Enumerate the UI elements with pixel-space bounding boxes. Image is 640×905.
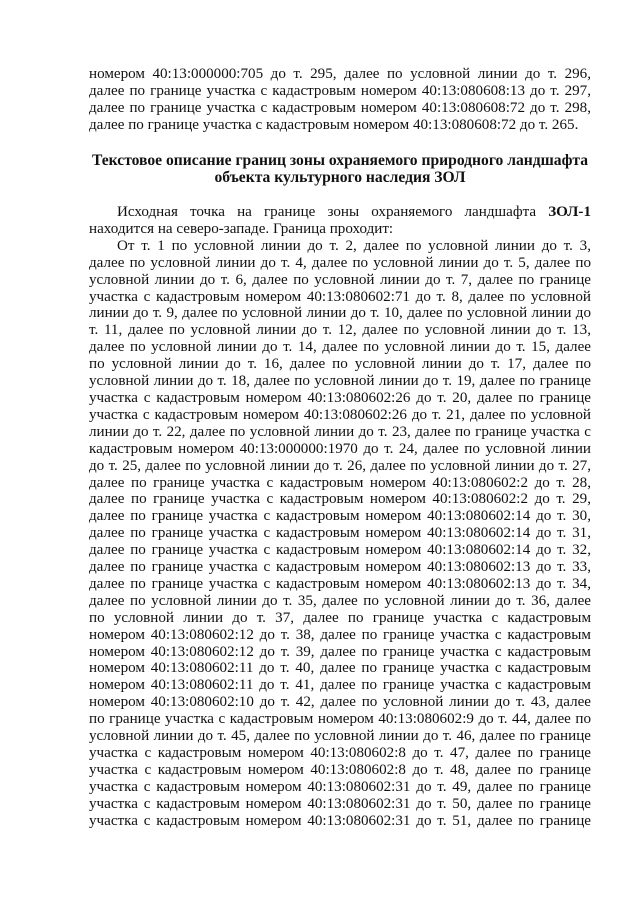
text-line: т. 11, далее по условной линии до т. 12, далее по условной линии до т. 13, <box>89 322 591 339</box>
text-line: линии до т. 22, далее по условной линии до т. 23, далее по границе участка с <box>89 423 591 440</box>
text-line: номером 40:13:080602:11 до т. 40, далее по границе участка с кадастровым <box>89 660 591 677</box>
text-line: участка с кадастровым номером 40:13:080602:31 до т. 50, далее по границе <box>89 795 591 812</box>
text-line: номером 40:13:080602:10 до т. 42, далее по условной линии до т. 43, далее <box>89 694 591 711</box>
boundary-description <box>89 204 591 830</box>
text-line: участка с кадастровым номером 40:13:080602:8 до т. 48, далее по границе <box>89 761 591 778</box>
text-line: номером 40:13:080602:11 до т. 41, далее по границе участка с кадастровым <box>89 677 591 694</box>
text-line: условной линии до т. 45, далее по условной линии до т. 46, далее по границе <box>89 728 591 745</box>
text-line: далее по границе участка с кадастровым номером 40:13:080602:14 до т. 31, <box>89 525 591 542</box>
text-line: по границе участка с кадастровым номером 40:13:080602:9 до т. 44, далее по <box>89 711 591 728</box>
text-line: участка с кадастровым номером 40:13:080602:26 до т. 20, далее по границе <box>89 389 591 406</box>
heading-line-2: объекта культурного наследия ЗОЛ <box>214 169 466 186</box>
intro-line-1 <box>89 204 591 221</box>
continuation-paragraph <box>89 66 591 134</box>
text-line: номером 40:13:080602:12 до т. 39, далее по границе участка с кадастровым <box>89 643 591 660</box>
text-line: далее по границе участка с кадастровым номером 40:13:080602:13 до т. 34, <box>89 575 591 592</box>
text-line: участка с кадастровым номером 40:13:080602:31 до т. 49, далее по границе <box>89 778 591 795</box>
text-line: участка с кадастровым номером 40:13:080602:31 до т. 51, далее по границе <box>89 812 591 829</box>
text-line: далее по границе участка с кадастровым номером 40:13:080602:13 до т. 33, <box>89 559 591 576</box>
text-line: по условной линии до т. 37, далее по границе участка с кадастровым <box>89 609 591 626</box>
text-line: участка с кадастровым номером 40:13:080602:26 до т. 21, далее по условной <box>89 406 591 423</box>
text-line: условной линии до т. 6, далее по условной линии до т. 7, далее по границе <box>89 271 591 288</box>
description-lines <box>89 238 591 830</box>
text-line: далее по условной линии до т. 14, далее по условной линии до т. 15, далее <box>89 339 591 356</box>
intro-text: Исходная точка на границе зоны охраняемого ландшафта <box>117 204 549 220</box>
text-line: далее по границе участка с кадастровым номером 40:13:080602:2 до т. 28, <box>89 474 591 491</box>
section-heading <box>89 152 591 186</box>
text-line: далее по границе участка с кадастровым номером 40:13:080608:72 до т. 298, <box>89 99 591 116</box>
text-line: далее по условной линии до т. 35, далее по условной линии до т. 36, далее <box>89 592 591 609</box>
text-line: линии до т. 9, далее по условной линии до т. 10, далее по условной линии до <box>89 305 591 322</box>
text-line: далее по условной линии до т. 4, далее по условной линии до т. 5, далее по <box>89 254 591 271</box>
text-line: От т. 1 по условной линии до т. 2, далее по условной линии до т. 3, <box>117 237 591 254</box>
text-line: до т. 25, далее по условной линии до т. 26, далее по условной линии до т. 27, <box>89 457 591 474</box>
heading-line-1: Текстовое описание границ зоны охраняемого природного ландшафта <box>91 152 589 169</box>
text-line: по условной линии до т. 16, далее по условной линии до т. 17, далее по <box>89 356 591 373</box>
intro-line-2: находится на северо-западе. Граница проходит: <box>89 220 394 237</box>
text-line: номером 40:13:080602:12 до т. 38, далее по границе участка с кадастровым <box>89 626 591 643</box>
text-line: участка с кадастровым номером 40:13:080602:71 до т. 8, далее по условной <box>89 288 591 305</box>
text-line: далее по границе участка с кадастровым номером 40:13:080608:72 до т. 265. <box>89 116 579 133</box>
text-line: далее по границе участка с кадастровым номером 40:13:080602:2 до т. 29, <box>89 491 591 508</box>
text-line: кадастровым номером 40:13:000000:1970 до т. 24, далее по условной линии <box>89 440 591 457</box>
text-line: далее по границе участка с кадастровым номером 40:13:080602:14 до т. 32, <box>89 542 591 559</box>
zone-code: ЗОЛ-1 <box>548 204 591 220</box>
text-line: далее по границе участка с кадастровым номером 40:13:080608:13 до т. 297, <box>89 82 591 99</box>
text-line: условной линии до т. 18, далее по условной линии до т. 19, далее по границе <box>89 373 591 390</box>
text-line: участка с кадастровым номером 40:13:080602:8 до т. 47, далее по границе <box>89 745 591 761</box>
text-line: номером 40:13:000000:705 до т. 295, далее по условной линии до т. 296, <box>89 66 591 82</box>
text-line: далее по границе участка с кадастровым номером 40:13:080602:14 до т. 30, <box>89 508 591 525</box>
